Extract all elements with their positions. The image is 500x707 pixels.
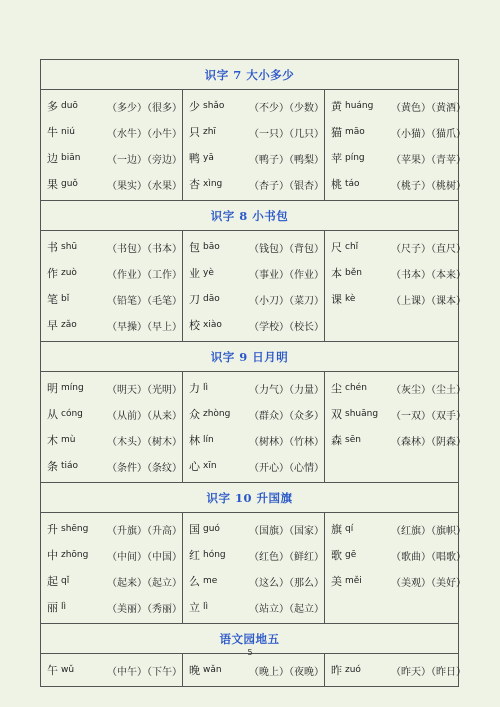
example-words: （学校）（校长） — [249, 321, 324, 333]
example-words: （钱包）（背包） — [249, 243, 324, 255]
entry-column — [182, 231, 324, 341]
example-words: （书本）（本来） — [391, 269, 466, 281]
vocab-entry — [189, 657, 324, 683]
pinyin: shū — [61, 242, 78, 252]
entry-column — [41, 372, 182, 482]
entry-column — [182, 372, 324, 482]
vocab-entry — [189, 93, 324, 119]
example-words: （小猫）（猫爪） — [391, 128, 466, 140]
pinyin: míng — [61, 383, 84, 393]
character: 旗 — [331, 523, 342, 536]
vocab-entry — [189, 568, 324, 594]
example-words: （明天）（光明） — [107, 384, 182, 396]
vocab-entry — [331, 145, 466, 171]
vocab-entry — [47, 234, 182, 260]
pinyin: guó — [203, 524, 220, 534]
vocab-entry — [331, 427, 466, 453]
character: 力 — [189, 382, 200, 395]
section-title: 语文园地五 — [41, 624, 458, 654]
pinyin: shēng — [61, 524, 89, 534]
pinyin: yè — [203, 268, 214, 278]
pinyin: lì — [203, 383, 209, 393]
pinyin: zhōng — [61, 550, 89, 560]
pinyin: zhòng — [203, 409, 231, 419]
vocab-entry — [331, 286, 466, 312]
example-words: （红旗）（旗帜） — [391, 525, 466, 537]
character: 晚 — [189, 664, 200, 677]
vocab-entry — [189, 260, 324, 286]
character: 木 — [47, 434, 58, 447]
character: 鸭 — [189, 152, 200, 165]
example-words: （果实）（水果） — [107, 180, 182, 192]
character: 林 — [189, 434, 200, 447]
pinyin: bāo — [203, 242, 220, 252]
vocab-entry — [331, 542, 466, 568]
vocab-entry — [189, 542, 324, 568]
vocab-entry — [189, 145, 324, 171]
example-words: （站立）（起立） — [249, 603, 324, 615]
pinyin: yā — [203, 153, 214, 163]
character: 条 — [47, 460, 58, 473]
example-words: （森林）（阴森） — [391, 436, 466, 448]
example-words: （不少）（少数） — [249, 102, 324, 114]
section-title: 识字 7 大小多少 — [41, 60, 458, 90]
vocab-entry — [47, 375, 182, 401]
pinyin: duō — [61, 101, 78, 111]
pinyin: běn — [345, 268, 362, 278]
example-words: （早操）（早上） — [107, 321, 182, 333]
pinyin: huáng — [345, 101, 374, 111]
vocab-entry — [47, 312, 182, 338]
character: 午 — [47, 664, 58, 677]
vocab-entry — [47, 171, 182, 197]
vocab-entry — [47, 93, 182, 119]
vocab-entry — [189, 453, 324, 479]
character: 杏 — [189, 178, 200, 191]
character: 么 — [189, 575, 200, 588]
character: 校 — [189, 319, 200, 332]
vocab-entry — [47, 260, 182, 286]
character: 猫 — [331, 126, 342, 139]
vocab-entry — [47, 516, 182, 542]
example-words: （中间）（中国） — [107, 551, 182, 563]
character: 起 — [47, 575, 58, 588]
vocab-entry — [331, 401, 466, 427]
example-words: （开心）（心情） — [249, 462, 324, 474]
pinyin: zǎo — [61, 320, 77, 330]
vocab-entry — [331, 516, 466, 542]
vocabulary-table — [40, 59, 466, 687]
vocab-entry — [47, 286, 182, 312]
character: 立 — [189, 601, 200, 614]
pinyin: chǐ — [345, 242, 359, 252]
character: 尘 — [331, 382, 342, 395]
example-words: （从前）（从来） — [107, 410, 182, 422]
example-words: （杏子）（银杏） — [249, 180, 324, 192]
entry-column — [324, 372, 466, 482]
character: 双 — [331, 408, 342, 421]
pinyin: bǐ — [61, 294, 70, 304]
character: 森 — [331, 434, 342, 447]
vocab-entry — [331, 171, 466, 197]
example-words: （鸭子）（鸭梨） — [249, 154, 324, 166]
vocab-entry — [189, 427, 324, 453]
example-words: （上课）（课本） — [391, 295, 466, 307]
page-number: 5 — [247, 648, 253, 657]
character: 业 — [189, 267, 200, 280]
character: 刀 — [189, 293, 200, 306]
pinyin: biān — [61, 153, 81, 163]
example-words: （群众）（众多） — [249, 410, 324, 422]
section-title: 识字 9 日月明 — [41, 342, 458, 372]
example-words: （树林）（竹林） — [249, 436, 324, 448]
character: 桃 — [331, 178, 342, 191]
vocab-entry — [47, 657, 182, 683]
vocab-entry — [189, 594, 324, 620]
vocab-entry — [331, 260, 466, 286]
pinyin: chén — [345, 383, 367, 393]
vocab-entry — [331, 93, 466, 119]
example-words: （作业）（工作） — [107, 269, 182, 281]
example-words: （灰尘）（尘土） — [391, 384, 466, 396]
vocab-entry — [189, 171, 324, 197]
example-words: （条件）（条纹） — [107, 462, 182, 474]
example-words: （多少）（很多） — [107, 102, 182, 114]
example-words: （事业）（作业） — [249, 269, 324, 281]
pinyin: měi — [345, 576, 362, 586]
vocab-entry — [331, 234, 466, 260]
character: 美 — [331, 575, 342, 588]
character: 早 — [47, 319, 58, 332]
pinyin: me — [203, 576, 218, 586]
vocab-entry — [331, 375, 466, 401]
pinyin: píng — [345, 153, 365, 163]
vocab-entry — [47, 119, 182, 145]
vocab-entry — [47, 453, 182, 479]
example-words: （晚上）（夜晚） — [249, 666, 324, 678]
section-body — [41, 513, 466, 624]
character: 明 — [47, 382, 58, 395]
vocab-entry — [47, 568, 182, 594]
pinyin: kè — [345, 294, 356, 304]
vocab-entry — [47, 542, 182, 568]
vocab-entry — [189, 234, 324, 260]
vocab-entry — [331, 568, 466, 594]
example-words: （起来）（起立） — [107, 577, 182, 589]
entry-column — [182, 654, 324, 686]
pinyin: lì — [203, 602, 209, 612]
pinyin: zuò — [61, 268, 77, 278]
pinyin: lì — [61, 602, 67, 612]
pinyin: zuó — [345, 665, 361, 675]
section-body — [41, 231, 466, 342]
vocab-entry — [331, 119, 466, 145]
pinyin: wǎn — [203, 665, 222, 675]
character: 书 — [47, 241, 58, 254]
example-words: （国旗）（国家） — [249, 525, 324, 537]
example-words: （歌曲）（唱歌） — [391, 551, 466, 563]
pinyin: tiáo — [61, 461, 79, 471]
example-words: （昨天）（昨日） — [391, 666, 466, 678]
example-words: （苹果）（青苹） — [391, 154, 466, 166]
vocab-entry — [189, 312, 324, 338]
example-words: （中午）（下午） — [107, 666, 182, 678]
example-words: （小刀）（菜刀） — [249, 295, 324, 307]
entry-column — [182, 513, 324, 623]
character: 昨 — [331, 664, 342, 677]
entry-column — [41, 231, 182, 341]
example-words: （升旗）（升高） — [107, 525, 182, 537]
character: 本 — [331, 267, 342, 280]
character: 少 — [189, 100, 200, 113]
section-body — [41, 654, 466, 686]
section-body — [41, 372, 466, 483]
pinyin: sēn — [345, 435, 361, 445]
character: 牛 — [47, 126, 58, 139]
character: 边 — [47, 152, 58, 165]
example-words: （一边）（旁边） — [107, 154, 182, 166]
vocab-entry — [189, 401, 324, 427]
example-words: （红色）（鲜红） — [249, 551, 324, 563]
entry-column — [324, 513, 466, 623]
pinyin: dāo — [203, 294, 220, 304]
vocab-entry — [47, 427, 182, 453]
vocab-entry — [189, 286, 324, 312]
character: 升 — [47, 523, 58, 536]
pinyin: xīn — [203, 461, 217, 471]
character: 只 — [189, 126, 200, 139]
example-words: （美丽）（秀丽） — [107, 603, 182, 615]
character: 笔 — [47, 293, 58, 306]
example-words: （美观）（美好） — [391, 577, 466, 589]
character: 红 — [189, 549, 200, 562]
character: 歌 — [331, 549, 342, 562]
character: 多 — [47, 100, 58, 113]
example-words: （桃子）（桃树） — [391, 180, 466, 192]
pinyin: xìng — [203, 179, 223, 189]
character: 从 — [47, 408, 58, 421]
vocab-entry — [331, 657, 466, 683]
vocab-entry — [189, 375, 324, 401]
entry-column — [182, 90, 324, 200]
pinyin: lín — [203, 435, 214, 445]
vocab-entry — [47, 401, 182, 427]
example-words: （力气）（力量） — [249, 384, 324, 396]
pinyin: gē — [345, 550, 357, 560]
character: 尺 — [331, 241, 342, 254]
vocab-entry — [47, 145, 182, 171]
pinyin: guǒ — [61, 179, 78, 189]
entry-column — [41, 513, 182, 623]
character: 国 — [189, 523, 200, 536]
example-words: （尺子）（直尺） — [391, 243, 466, 255]
pinyin: niú — [61, 127, 75, 137]
example-words: （黄色）（黄酒） — [391, 102, 466, 114]
pinyin: cóng — [61, 409, 83, 419]
vocab-entry — [189, 119, 324, 145]
pinyin: zhī — [203, 127, 216, 137]
pinyin: mù — [61, 435, 76, 445]
character: 作 — [47, 267, 58, 280]
pinyin: hóng — [203, 550, 226, 560]
pinyin: qǐ — [61, 576, 70, 586]
example-words: （书包）（书本） — [107, 243, 182, 255]
character: 心 — [189, 460, 200, 473]
character: 包 — [189, 241, 200, 254]
entry-column — [324, 654, 466, 686]
pinyin: xiào — [203, 320, 222, 330]
entry-column — [324, 231, 466, 341]
example-words: （木头）（树木） — [107, 436, 182, 448]
entry-column — [41, 654, 182, 686]
character: 果 — [47, 178, 58, 191]
character: 丽 — [47, 601, 58, 614]
section-body — [41, 90, 466, 201]
example-words: （铅笔）（毛笔） — [107, 295, 182, 307]
pinyin: wǔ — [61, 665, 75, 675]
entry-column — [41, 90, 182, 200]
section-title: 识字 10 升国旗 — [41, 483, 458, 513]
example-words: （一双）（双手） — [391, 410, 466, 422]
character: 苹 — [331, 152, 342, 165]
character: 黄 — [331, 100, 342, 113]
pinyin: qí — [345, 524, 354, 534]
pinyin: táo — [345, 179, 360, 189]
vocab-entry — [189, 516, 324, 542]
example-words: （一只）（几只） — [249, 128, 324, 140]
pinyin: māo — [345, 127, 365, 137]
vocab-entry — [47, 594, 182, 620]
character: 众 — [189, 408, 200, 421]
example-words: （这么）（那么） — [249, 577, 324, 589]
section-title: 识字 8 小书包 — [41, 201, 458, 231]
character: 中 — [47, 549, 58, 562]
character: 课 — [331, 293, 342, 306]
pinyin: shǎo — [203, 101, 225, 111]
entry-column — [324, 90, 466, 200]
pinyin: shuāng — [345, 409, 379, 419]
example-words: （水牛）（小牛） — [107, 128, 182, 140]
